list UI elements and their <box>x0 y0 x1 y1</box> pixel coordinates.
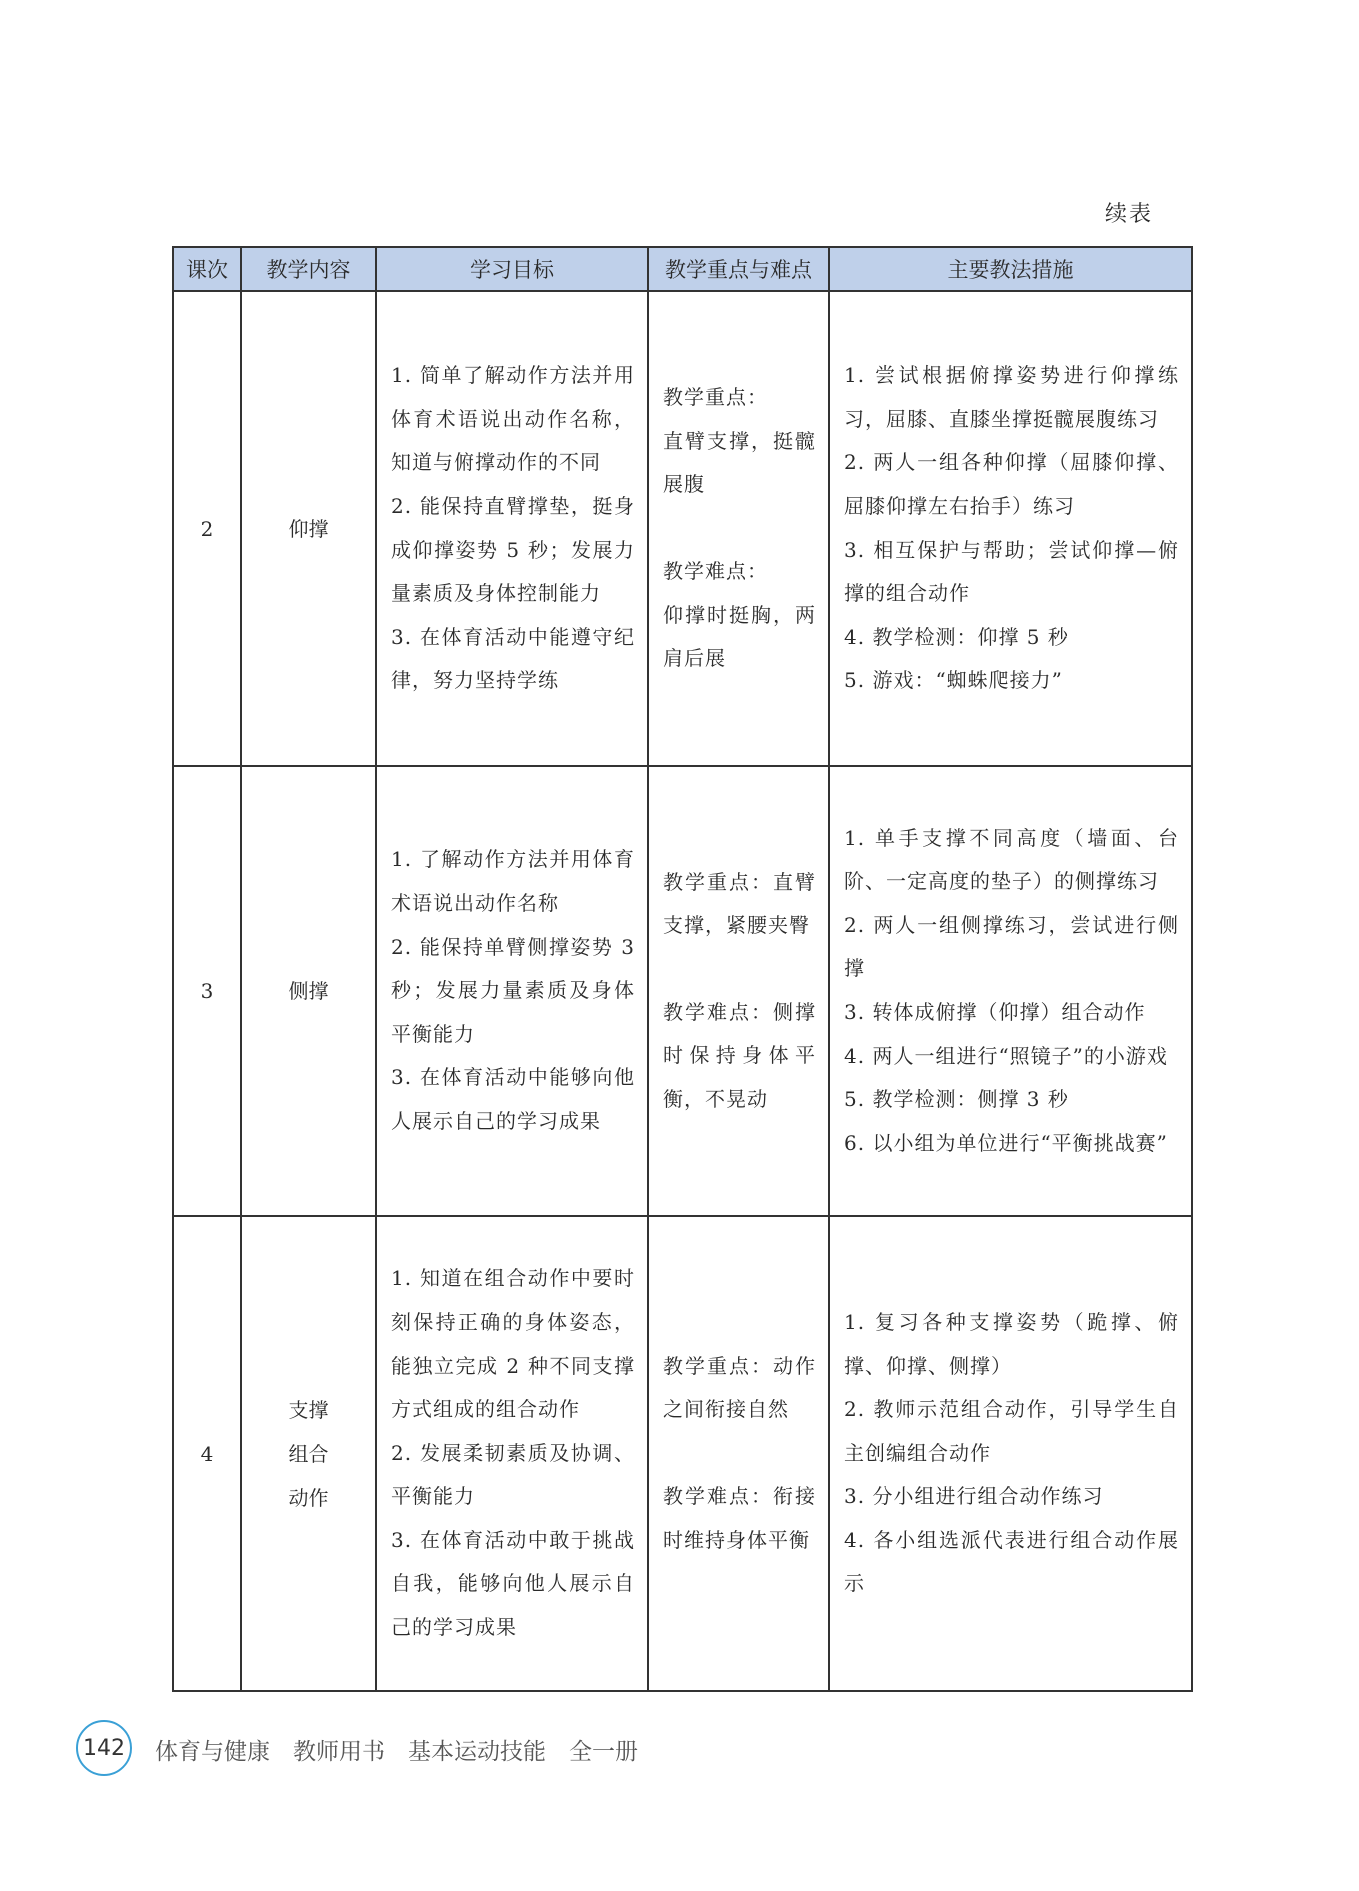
content-line: 动作 <box>288 1485 329 1510</box>
key-points <box>648 291 829 766</box>
table-row <box>173 1216 1192 1691</box>
focus-label: 教学重点： <box>663 385 768 410</box>
content-line: 支撑 <box>288 1397 329 1422</box>
method-item: 3. 转体成俯撑（仰撑）组合动作 <box>844 1000 1146 1024</box>
method-item: 2. 两人一组各种仰撑（屈膝仰撑、屈膝仰撑左右抬手）练习 <box>844 450 1179 518</box>
content-line: 组合 <box>288 1441 329 1466</box>
goal-item: 1. 了解动作方法并用体育术语说出动作名称 <box>391 847 635 916</box>
key-points <box>648 766 829 1216</box>
page-number: 142 <box>76 1720 132 1776</box>
lesson-plan-table <box>172 246 1193 1692</box>
lesson-number: 4 <box>173 1216 241 1691</box>
difficulty-label: 教学难点： <box>663 559 768 583</box>
method-item: 3. 相互保护与帮助；尝试仰撑—俯撑的组合动作 <box>844 537 1179 606</box>
content-line: 侧撑 <box>288 979 329 1003</box>
focus-text: 直臂支撑，挺髋展腹 <box>663 428 816 497</box>
lesson-content <box>241 291 376 766</box>
teaching-methods <box>829 291 1192 766</box>
method-item: 3. 分小组进行组合动作练习 <box>844 1484 1104 1509</box>
header-content: 教学内容 <box>241 247 376 291</box>
book-title: 体育与健康 教师用书 基本运动技能 全一册 <box>155 1739 638 1765</box>
method-item: 1. 单手支撑不同高度（墙面、台阶、一定高度的垫子）的侧撑练习 <box>844 825 1179 894</box>
learning-goals <box>376 766 648 1216</box>
lesson-content <box>241 766 376 1216</box>
method-item: 4. 各小组选派代表进行组合动作展示 <box>844 1527 1179 1596</box>
method-item: 1. 复习各种支撑姿势（跪撑、俯撑、仰撑、侧撑） <box>844 1309 1179 1378</box>
continued-label: 续表 <box>1105 202 1154 227</box>
lesson-number: 2 <box>173 291 241 766</box>
table-row <box>173 766 1192 1216</box>
goal-item: 2. 能保持直臂撑垫，挺身成仰撑姿势 5 秒；发展力量素质及身体控制能力 <box>391 493 635 606</box>
method-item: 6. 以小组为单位进行“平衡挑战赛” <box>844 1130 1168 1155</box>
focus-text: 教学重点：动作之间衔接自然 <box>663 1353 816 1422</box>
method-item: 5. 游戏：“蜘蛛爬接力” <box>844 668 1063 693</box>
goal-item: 3. 在体育活动中能遵守纪律，努力坚持学练 <box>391 624 635 693</box>
table-row <box>173 291 1192 766</box>
goal-item: 1. 知道在组合动作中要时刻保持正确的身体姿态，能独立完成 2 种不同支撑方式组成的组合动作 <box>391 1266 635 1422</box>
difficulty-text: 教学难点：衔接时维持身体平衡 <box>663 1484 816 1552</box>
learning-goals <box>376 291 648 766</box>
lesson-number: 3 <box>173 766 241 1216</box>
goal-item: 2. 发展柔韧素质及协调、平衡能力 <box>391 1440 635 1509</box>
header-key-points: 教学重点与难点 <box>648 247 829 291</box>
method-item: 4. 两人一组进行“照镜子”的小游戏 <box>844 1043 1168 1068</box>
teaching-methods <box>829 766 1192 1216</box>
method-item: 4. 教学检测：仰撑 5 秒 <box>844 624 1069 649</box>
goal-item: 3. 在体育活动中敢于挑战自我，能够向他人展示自己的学习成果 <box>391 1527 635 1640</box>
goal-item: 3. 在体育活动中能够向他人展示自己的学习成果 <box>391 1065 635 1133</box>
method-item: 5. 教学检测：侧撑 3 秒 <box>844 1087 1069 1112</box>
header-goals: 学习目标 <box>376 247 648 291</box>
header-methods: 主要教法措施 <box>829 247 1192 291</box>
method-item: 1. 尝试根据俯撑姿势进行仰撑练习，屈膝、直膝坐撑挺髋展腹练习 <box>844 363 1179 431</box>
header-lesson: 课次 <box>173 247 241 291</box>
content-line: 仰撑 <box>288 516 329 541</box>
method-item: 2. 两人一组侧撑练习，尝试进行侧撑 <box>844 912 1179 981</box>
table-header-row <box>173 247 1192 291</box>
method-item: 2. 教师示范组合动作，引导学生自主创编组合动作 <box>844 1397 1179 1465</box>
page-footer <box>0 1715 1359 1785</box>
goal-item: 2. 能保持单臂侧撑姿势 3 秒；发展力量素质及身体平衡能力 <box>391 934 635 1046</box>
lesson-content <box>241 1216 376 1691</box>
focus-text: 教学重点：直臂支撑，紧腰夹臀 <box>663 869 816 938</box>
difficulty-text: 教学难点：侧撑时保持身体平衡，不晃动 <box>663 999 816 1111</box>
key-points <box>648 1216 829 1691</box>
difficulty-text: 仰撑时挺胸，两肩后展 <box>663 602 816 671</box>
teaching-methods <box>829 1216 1192 1691</box>
learning-goals <box>376 1216 648 1691</box>
goal-item: 1. 简单了解动作方法并用体育术语说出动作名称，知道与俯撑动作的不同 <box>391 363 635 475</box>
